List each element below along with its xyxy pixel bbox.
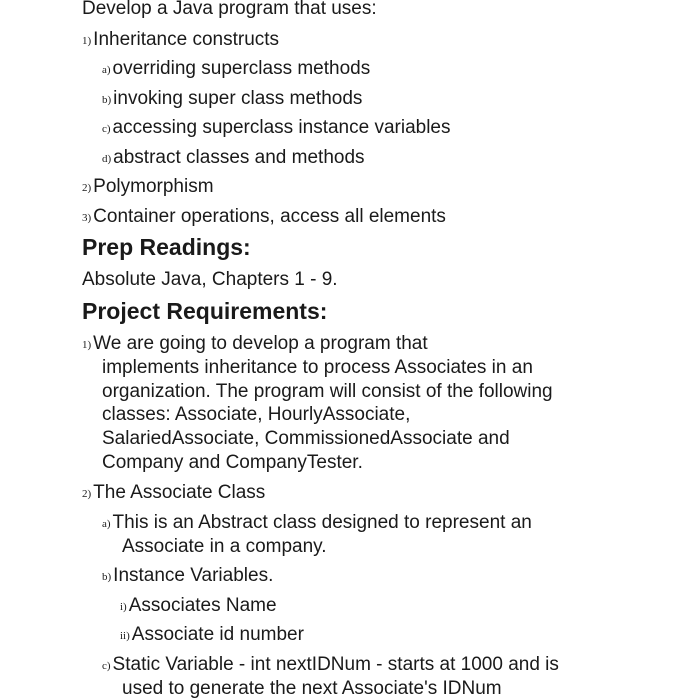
- list-marker: d): [102, 153, 112, 165]
- prep-readings-heading: Prep Readings:: [82, 234, 251, 260]
- paragraph-line: organization. The program will consist of the following: [102, 381, 553, 402]
- list-item: b) Instance Variables.: [102, 565, 274, 586]
- list-item: c) accessing superclass instance variables: [102, 117, 451, 138]
- paragraph-line: SalariedAssociate, CommissionedAssociate and: [102, 428, 510, 449]
- list-marker: b): [102, 571, 112, 583]
- paragraph-line: implements inheritance to process Associates in an: [102, 357, 533, 378]
- project-requirements-heading: Project Requirements:: [82, 298, 328, 324]
- list-marker: 2): [82, 182, 92, 194]
- list-marker: 3): [82, 212, 92, 224]
- paragraph-line: used to generate the next Associate's IDNum: [122, 678, 502, 699]
- list-item: b) invoking super class methods: [102, 88, 363, 109]
- list-item: 1) We are going to develop a program that: [82, 333, 428, 354]
- list-item: a) overriding superclass methods: [102, 58, 371, 79]
- list-marker: c): [102, 660, 111, 672]
- prep-readings-text: Absolute Java, Chapters 1 - 9.: [82, 269, 338, 290]
- list-item: d) abstract classes and methods: [102, 147, 365, 168]
- list-marker: 2): [82, 488, 92, 500]
- paragraph-line: Company and CompanyTester.: [102, 452, 363, 473]
- paragraph-line: classes: Associate, HourlyAssociate,: [102, 404, 411, 425]
- list-marker: a): [102, 518, 111, 530]
- list-marker: 1): [82, 35, 92, 47]
- intro-text: Develop a Java program that uses:: [82, 0, 377, 19]
- list-item: 2) The Associate Class: [82, 482, 266, 503]
- list-item: c) Static Variable - int nextIDNum - starts at 1000 and is: [102, 654, 559, 675]
- paragraph-line: Associate in a company.: [122, 536, 327, 557]
- list-item: ii) Associate id number: [120, 624, 304, 645]
- list-marker: b): [102, 94, 112, 106]
- list-item: 2) Polymorphism: [82, 176, 214, 197]
- list-marker: i): [120, 601, 127, 613]
- list-item: a) This is an Abstract class designed to represent an: [102, 512, 532, 533]
- list-item: i) Associates Name: [120, 595, 277, 616]
- list-marker: c): [102, 123, 111, 135]
- list-item: 1) Inheritance constructs: [82, 29, 280, 50]
- list-marker: 1): [82, 339, 92, 351]
- list-item: 3) Container operations, access all elements: [82, 206, 446, 227]
- list-marker: ii): [120, 630, 130, 642]
- list-marker: a): [102, 64, 111, 76]
